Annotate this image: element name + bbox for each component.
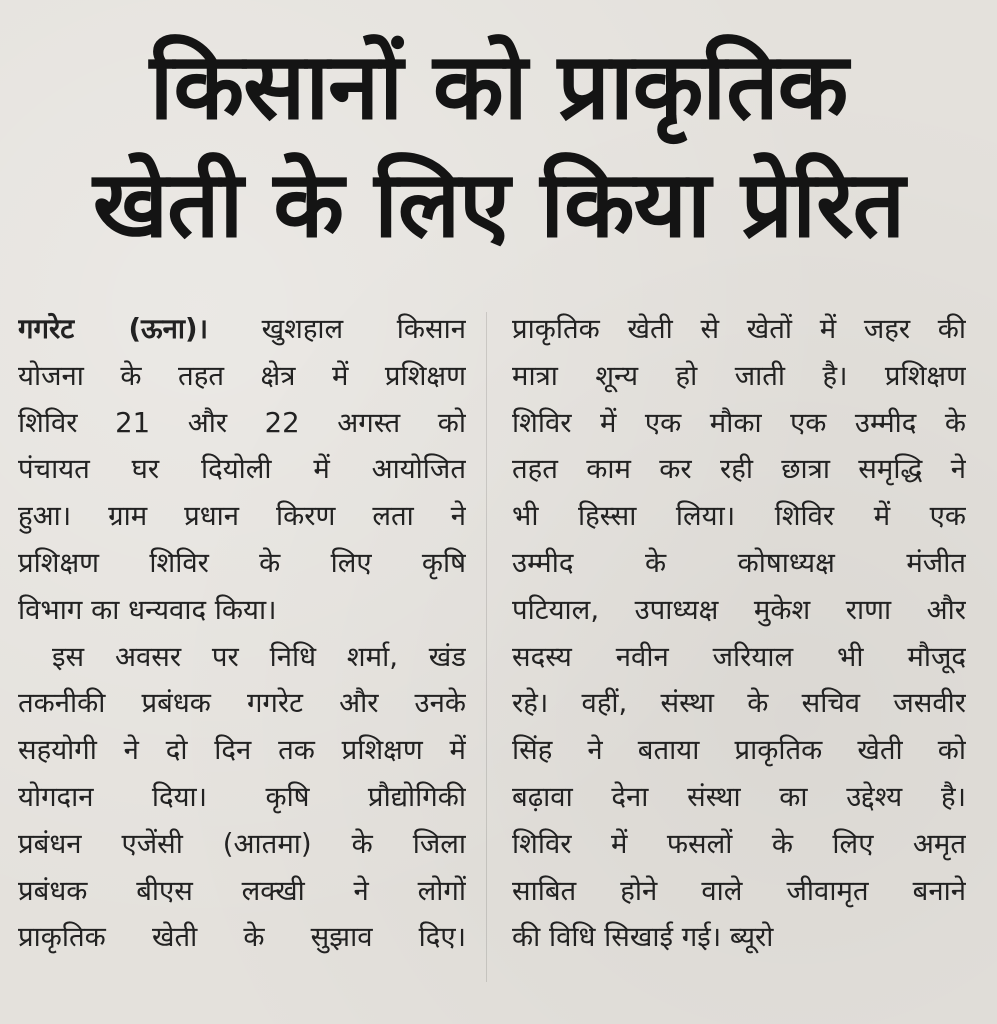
text-line: शिविर में एक मौका एक उम्मीद के — [512, 406, 966, 439]
headline-line-2: खेती के लिए किया प्रेरित — [92, 151, 905, 258]
text-line: प्रशिक्षण शिविर के लिए कृषि — [18, 546, 466, 579]
article-column-right — [512, 306, 966, 961]
text-line: शिविर 21 और 22 अगस्त को — [18, 406, 466, 439]
text-line: प्रबंधन एजेंसी (आतमा) के जिला — [18, 827, 466, 860]
text-line: हुआ। ग्राम प्रधान किरण लता ने — [18, 500, 466, 533]
dateline: गगरेट (ऊना)। — [18, 313, 209, 345]
text-line: इस अवसर पर निधि शर्मा, खंड — [52, 640, 466, 673]
text-line: तहत काम कर रही छात्रा समृद्धि ने — [512, 453, 966, 486]
article-column-left — [18, 306, 466, 961]
text-line: शिविर में फसलों के लिए अमृत — [512, 827, 966, 860]
text-line: सिंह ने बताया प्राकृतिक खेती को — [512, 734, 966, 767]
text-line: सदस्य नवीन जरियाल भी मौजूद — [512, 640, 966, 673]
text-line: योजना के तहत क्षेत्र में प्रशिक्षण — [18, 359, 466, 392]
text-line: प्राकृतिक खेती के सुझाव दिए। — [18, 921, 466, 954]
text-line: साबित होने वाले जीवामृत बनाने — [512, 874, 966, 907]
text-line: उम्मीद के कोषाध्यक्ष मंजीत — [512, 546, 966, 579]
text-line: भी हिस्सा लिया। शिविर में एक — [512, 500, 966, 533]
text-line: सहयोगी ने दो दिन तक प्रशिक्षण में — [18, 734, 466, 767]
text-line: रहे। वहीं, संस्था के सचिव जसवीर — [512, 687, 966, 720]
text-line: की विधि सिखाई गई। ब्यूरो — [512, 921, 774, 954]
text-line: प्रबंधक बीएस लक्खी ने लोगों — [18, 874, 466, 907]
column-divider — [486, 312, 487, 982]
text-line — [18, 306, 466, 353]
text-line: पटियाल, उपाध्यक्ष मुकेश राणा और — [512, 593, 966, 626]
text-line: पंचायत घर दियोली में आयोजित — [18, 453, 466, 486]
text-line: मात्रा शून्य हो जाती है। प्रशिक्षण — [512, 359, 966, 392]
headline-line-1: किसानों को प्राकृतिक — [149, 33, 848, 140]
text-line: बढ़ावा देना संस्था का उद्देश्य है। — [512, 780, 966, 813]
text-line: विभाग का धन्यवाद किया। — [18, 593, 277, 626]
text-line: तकनीकी प्रबंधक गगरेट और उनके — [18, 687, 466, 720]
text-line: प्राकृतिक खेती से खेतों में जहर की — [512, 313, 966, 345]
text-line-content: खुशहाल किसान — [261, 313, 466, 345]
text-line: योगदान दिया। कृषि प्रौद्योगिकी — [18, 780, 466, 813]
